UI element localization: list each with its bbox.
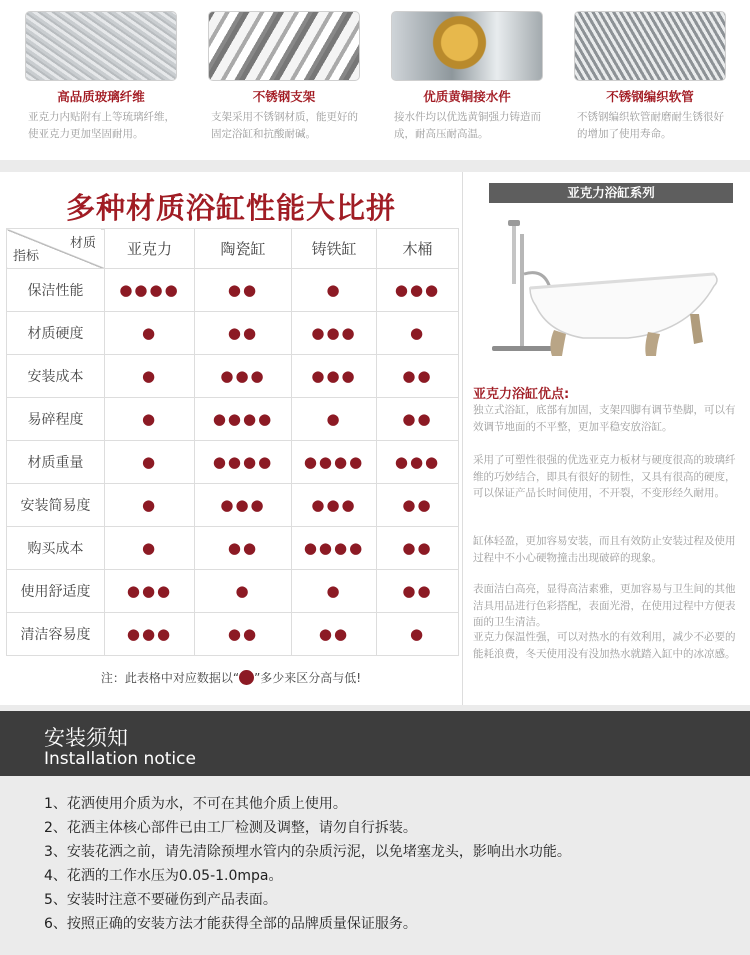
rating-cell <box>195 527 292 570</box>
bathtub-illustration <box>478 214 738 374</box>
column-header: 木桶 <box>377 229 459 269</box>
rating-dots: ●●● <box>394 281 441 299</box>
shower-head-icon <box>508 220 520 226</box>
faucet-base <box>492 346 552 351</box>
rating-cell <box>377 484 459 527</box>
faucet-pipe <box>512 224 516 284</box>
rating-cell <box>105 312 195 355</box>
rating-cell <box>292 570 377 613</box>
rating-cell <box>292 527 377 570</box>
rating-dots: ●●●● <box>212 410 274 428</box>
steel-tubes-image <box>208 11 360 81</box>
table-row <box>7 398 459 441</box>
rating-dots: ●●● <box>126 625 173 643</box>
rating-cell <box>105 269 195 312</box>
installation-title-en: Installation notice <box>44 749 196 769</box>
rating-cell <box>105 570 195 613</box>
rating-cell <box>195 484 292 527</box>
rating-dots: ● <box>141 367 158 385</box>
rating-dots: ●●● <box>220 367 266 385</box>
list-item: 6、按照正确的安装方法才能获得全部的品牌质量保证服务。 <box>44 916 417 932</box>
rating-cell <box>292 441 377 484</box>
row-label: 保洁性能 <box>7 269 105 312</box>
note-suffix: ”多少来区分高与低! <box>254 671 362 685</box>
feature-desc: 亚克力内贴附有上等琉璃纤维，使亚克力更加坚固耐用。 <box>28 111 175 140</box>
table-row <box>7 527 459 570</box>
advantages-title: 亚克力浴缸优点: <box>473 387 570 402</box>
rating-dots: ●● <box>402 367 433 385</box>
tub-foot <box>645 332 660 356</box>
table-note <box>0 669 462 686</box>
dot-icon <box>239 670 254 685</box>
row-label: 购买成本 <box>7 527 105 570</box>
feature-title: 不锈钢编织软管 <box>606 89 694 104</box>
table-row <box>7 484 459 527</box>
rating-cell <box>377 570 459 613</box>
row-label: 安装简易度 <box>7 484 105 527</box>
advantage-paragraph: 采用了可塑性很强的优选亚克力板材与硬度很高的玻璃纤维的巧妙结合，即具有很好的韧性，又具有很高的硬度，可以保证产品长时间使用，不开裂，不变形经久耐用。 <box>473 454 736 499</box>
rating-cell <box>292 312 377 355</box>
advantage-paragraph: 亚克力保温性强，可以对热水的有效利用，减少不必要的能耗浪费，冬天使用没有没加热水就踏入缸中的冰凉感。 <box>473 631 736 660</box>
tub-foot <box>690 314 703 344</box>
rating-cell <box>105 484 195 527</box>
rating-cell <box>377 527 459 570</box>
list-item: 5、安装时注意不要碰伤到产品表面。 <box>44 892 277 908</box>
rating-dots: ●●● <box>311 367 357 385</box>
rating-dots: ●●● <box>220 496 266 514</box>
rating-dots: ●●● <box>126 582 173 600</box>
table-row <box>7 312 459 355</box>
rating-cell <box>105 441 195 484</box>
rating-dots: ●● <box>227 324 259 342</box>
rating-dots: ● <box>409 324 426 342</box>
tub-body <box>530 274 717 338</box>
rating-cell <box>292 484 377 527</box>
rating-dots: ●● <box>227 539 259 557</box>
faucet-pipe <box>520 234 524 349</box>
installation-list <box>44 792 724 936</box>
bathtub-image <box>478 214 738 374</box>
rating-dots: ● <box>235 582 251 600</box>
rating-cell <box>377 355 459 398</box>
rating-dots: ●● <box>318 625 350 643</box>
rating-dots: ●● <box>402 582 433 600</box>
column-header: 陶瓷缸 <box>195 229 292 269</box>
feature-title: 优质黄铜接水件 <box>423 89 511 104</box>
rating-cell <box>292 269 377 312</box>
row-label: 安装成本 <box>7 355 105 398</box>
list-item: 2、花洒主体核心部件已由工厂检测及调整，请勿自行拆装。 <box>44 820 417 836</box>
rating-dots: ●● <box>402 539 433 557</box>
table-row <box>7 613 459 656</box>
divider <box>462 172 463 705</box>
advantage-paragraph: 独立式浴缸，底部有加固，支架四脚有调节垫脚，可以有效调节地面的不平整，更加平稳安放浴缸。 <box>473 404 736 433</box>
installation-title-cn: 安装须知 <box>44 726 128 750</box>
comparison-table <box>6 228 459 656</box>
rating-dots: ●● <box>402 496 433 514</box>
row-label: 易碎程度 <box>7 398 105 441</box>
rating-cell <box>195 312 292 355</box>
rating-dots: ●●● <box>311 496 357 514</box>
rating-cell <box>292 613 377 656</box>
feature-title: 不锈钢支架 <box>252 89 316 104</box>
rating-cell <box>292 398 377 441</box>
rating-dots: ●●● <box>394 453 441 471</box>
series-label: 亚克力浴缸系列 <box>489 183 733 203</box>
comparison-title: 多种材质浴缸性能大比拼 <box>65 191 396 225</box>
rating-cell <box>195 570 292 613</box>
rating-cell <box>195 441 292 484</box>
list-item: 1、花洒使用介质为水，不可在其他介质上使用。 <box>44 796 347 812</box>
rating-cell <box>105 527 195 570</box>
rating-dots: ●● <box>402 410 433 428</box>
note-prefix: 注：此表格中对应数据以“ <box>100 671 240 685</box>
column-header: 亚克力 <box>105 229 195 269</box>
feature-title: 高品质玻璃纤维 <box>57 89 145 104</box>
rating-cell <box>105 355 195 398</box>
table-corner-cell <box>7 229 105 269</box>
rating-cell <box>377 312 459 355</box>
rating-dots: ● <box>141 539 158 557</box>
rating-cell <box>105 398 195 441</box>
rating-dots: ● <box>141 453 158 471</box>
rating-dots: ●●●● <box>303 453 365 471</box>
rating-dots: ● <box>409 625 426 643</box>
rating-dots: ●● <box>227 625 259 643</box>
rating-dots: ●●●● <box>119 281 180 299</box>
rating-cell <box>195 355 292 398</box>
rating-dots: ●● <box>227 281 259 299</box>
rating-cell <box>195 613 292 656</box>
corner-metric-label: 指标 <box>13 249 40 264</box>
table-row <box>7 441 459 484</box>
rating-dots: ●●●● <box>303 539 365 557</box>
features-section <box>0 0 750 160</box>
row-label: 材质重量 <box>7 441 105 484</box>
table-row <box>7 570 459 613</box>
rating-cell <box>292 355 377 398</box>
brass-fitting-image <box>391 11 543 81</box>
rating-cell <box>377 269 459 312</box>
list-item: 3、安装花洒之前，请先清除预埋水管内的杂质污泥，以免堵塞龙头，影响出水功能。 <box>44 844 571 860</box>
rating-cell <box>377 441 459 484</box>
rating-dots: ●●●● <box>212 453 274 471</box>
rating-cell <box>377 613 459 656</box>
table-row <box>7 269 459 312</box>
rating-dots: ● <box>326 410 342 428</box>
list-item: 4、花洒的工作水压为0.05-1.0mpa。 <box>44 868 283 884</box>
table-header-row <box>7 229 459 269</box>
feature-desc: 支架采用不锈钢材质，能更好的固定浴缸和抗酸耐碱。 <box>211 111 358 140</box>
advantage-paragraph: 表面洁白高亮，显得高洁素雅，更加容易与卫生间的其他洁具用品进行色彩搭配，表面光滑，在使用过程中方便表面的卫生清洁。 <box>473 583 736 628</box>
table-row <box>7 355 459 398</box>
braided-hose-image <box>574 11 726 81</box>
rating-cell <box>195 269 292 312</box>
rating-dots: ● <box>326 281 342 299</box>
rating-cell <box>195 398 292 441</box>
feature-desc: 接水件均以优选黄铜强力铸造而成，耐高压耐高温。 <box>394 111 541 140</box>
fiberglass-image <box>25 11 177 81</box>
rating-dots: ● <box>141 410 158 428</box>
feature-desc: 不锈钢编织软管耐磨耐生锈很好的增加了使用寿命。 <box>577 111 724 140</box>
rating-cell <box>105 613 195 656</box>
rating-dots: ● <box>141 324 158 342</box>
rating-dots: ●●● <box>311 324 357 342</box>
row-label: 材质硬度 <box>7 312 105 355</box>
tub-foot <box>550 330 566 356</box>
installation-header <box>0 711 750 776</box>
comparison-section <box>0 172 750 705</box>
rating-dots: ● <box>326 582 342 600</box>
rating-dots: ● <box>141 496 158 514</box>
advantage-paragraph: 缸体轻盈，更加容易安装，而且有效防止安装过程及使用过程中不小心硬物撞击出现破碎的现象。 <box>473 535 736 564</box>
row-label: 清洁容易度 <box>7 613 105 656</box>
column-header: 铸铁缸 <box>292 229 377 269</box>
corner-material-label: 材质 <box>69 236 96 251</box>
rating-cell <box>377 398 459 441</box>
row-label: 使用舒适度 <box>7 570 105 613</box>
